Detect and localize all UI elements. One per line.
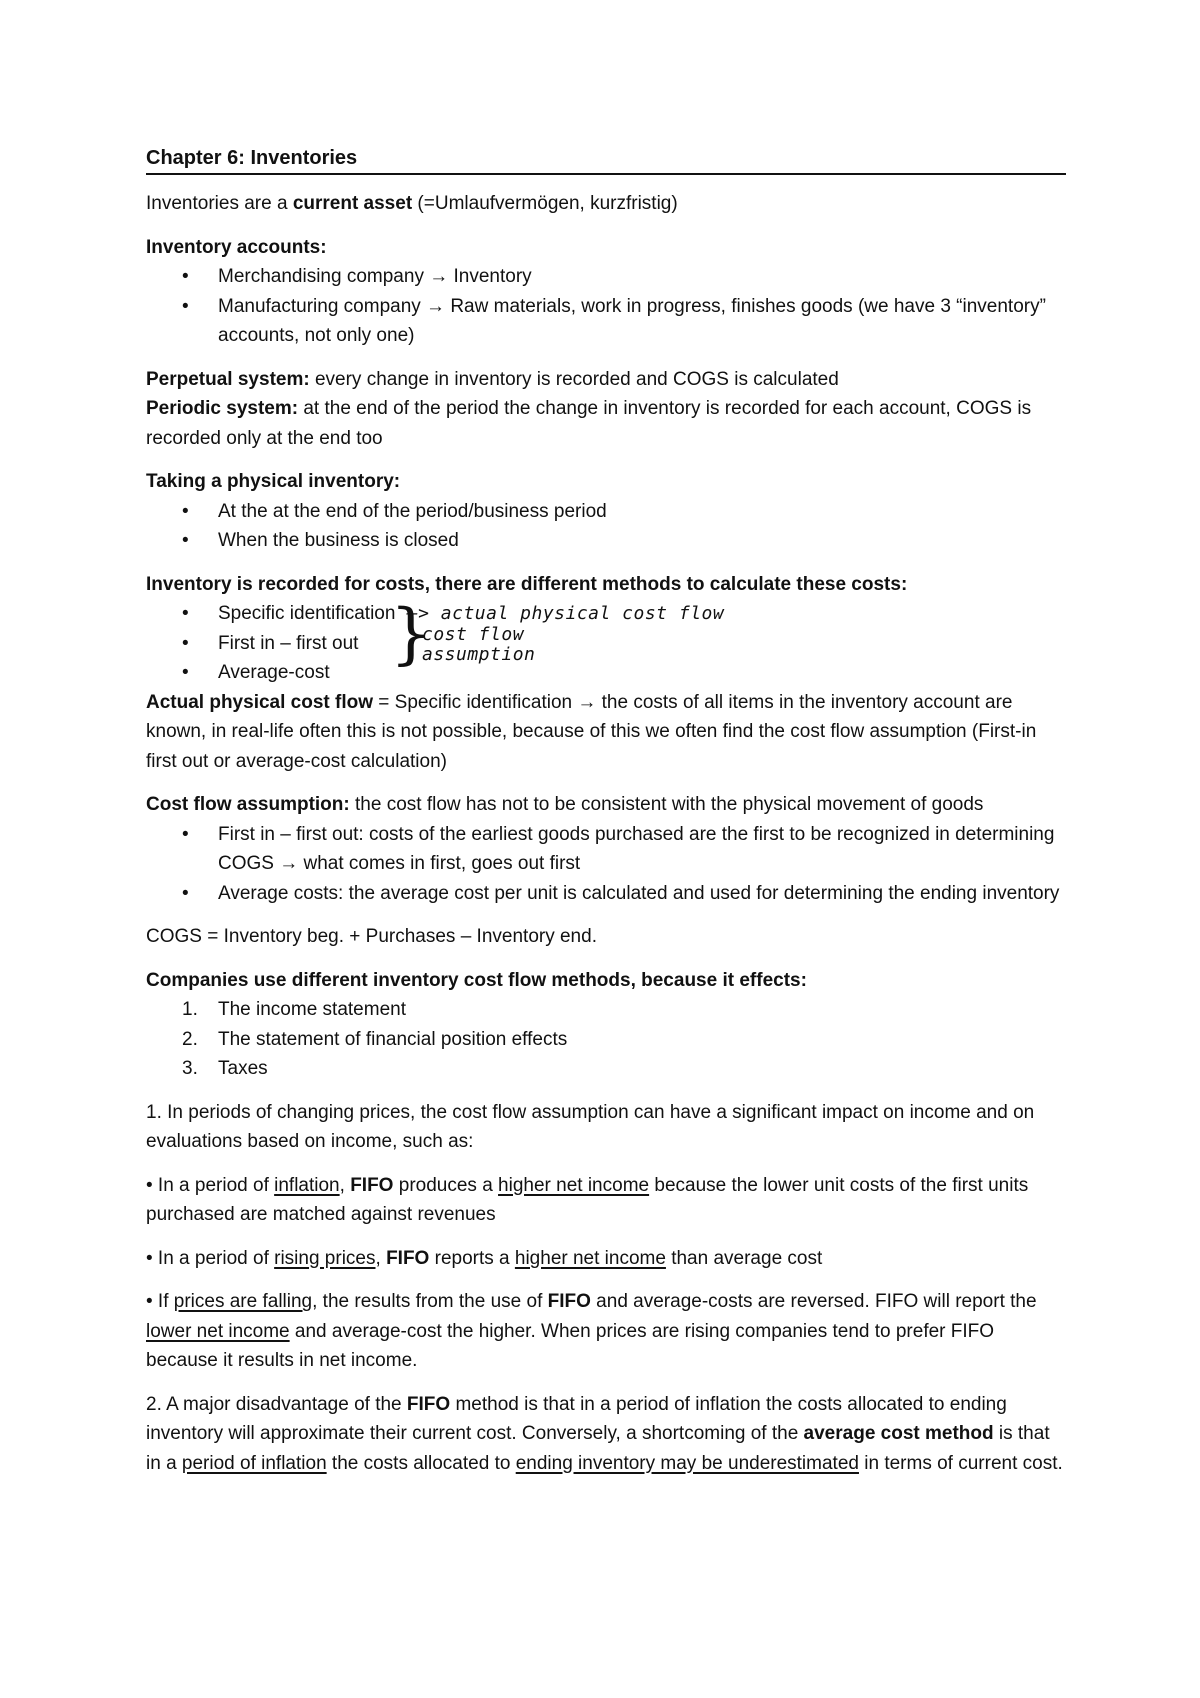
handwritten-note: —> actual physical cost flow — [395, 603, 725, 624]
bullet-icon: • — [182, 662, 189, 683]
list-item: • First in – first out — [146, 629, 1066, 659]
point-1-paragraph: 1. In periods of changing prices, the cost flow assumption can have a significant impact on income and on evaluations based on income, such as: — [146, 1101, 1035, 1152]
effects-list — [146, 995, 1066, 1084]
intro-paragraph: Inventories are a current asset (=Umlaufvermögen, kurzfristig) — [146, 193, 678, 214]
accounts-list — [146, 262, 1066, 351]
physical-list — [146, 497, 1066, 556]
methods-heading: Inventory is recorded for costs, there are different methods to calculate these costs: — [146, 573, 908, 595]
bullet-icon: • — [182, 500, 189, 522]
methods-block — [146, 595, 1066, 688]
bullet-icon: • — [182, 603, 189, 624]
list-item: • When the business is closed — [146, 526, 1066, 556]
list-item: • First in – first out: costs of the earliest goods purchased are the first to be recognized in determining COGS → what comes in first, goes out first — [146, 820, 1066, 879]
bullet-icon: • — [182, 295, 189, 317]
inflation-bullet: • In a period of inflation, FIFO produces a higher net income because the lower unit costs of the first units purchased are matched against revenues — [146, 1174, 1029, 1225]
handwritten-brace-note: } cost flow assumption — [390, 595, 536, 672]
bullet-icon: • — [182, 530, 189, 551]
bullet-icon: • — [182, 882, 189, 904]
cogs-formula: COGS = Inventory beg. + Purchases – Inventory end. — [146, 926, 597, 947]
list-item: 2. The statement of financial position effects — [182, 1028, 568, 1050]
cost-flow-paragraph: Cost flow assumption: the cost flow has not to be consistent with the physical movement of goods — [146, 794, 984, 815]
point-2-paragraph: 2. A major disadvantage of the FIFO method is that in a period of inflation the costs allocated to ending inventory will approximate their current cost. Conversely, a shortcoming of the average cost method is that in a period of inflation the costs allocated to ending inventory may be underestimated in terms of current cost. — [146, 1393, 1063, 1474]
bullet-icon: • — [182, 823, 189, 845]
list-item: • At the at the end of the period/business period — [146, 497, 1066, 527]
document-page — [146, 144, 1066, 1478]
curly-brace-icon: } — [390, 595, 432, 672]
effects-heading: Companies use different inventory cost flow methods, because it effects: — [146, 969, 807, 991]
list-item: 3. Taxes — [182, 1058, 268, 1079]
list-item: 1. The income statement — [182, 999, 406, 1020]
list-item: • Merchandising company → Inventory — [146, 262, 1066, 292]
chapter-title: Chapter 6: Inventories — [146, 147, 358, 169]
list-item: • Average costs: the average cost per unit is calculated and used for determining the ending inventory — [146, 879, 1066, 909]
cost-flow-list — [146, 820, 1066, 909]
list-item: • Manufacturing company → Raw materials, work in progress, finishes goods (we have 3 “inventory” accounts, not only one) — [146, 292, 1066, 351]
methods-list — [146, 595, 1066, 688]
physical-heading: Taking a physical inventory: — [146, 471, 401, 492]
falling-prices-bullet: • If prices are falling, the results from the use of FIFO and average-costs are reversed. FIFO will report the lower net income and average-cost the higher. When prices are rising companies tend to prefer FIFO because it results in net income. — [146, 1291, 1037, 1371]
bullet-icon: • — [182, 632, 189, 654]
list-item: • Average-cost — [146, 658, 1066, 688]
actual-flow-paragraph: Actual physical cost flow = Specific identification → the costs of all items in the inventory account are known, in real-life often this is not possible, because of this we often find the cost flow assumption (First-in first out or average-cost calculation) — [146, 691, 1037, 772]
accounts-heading: Inventory accounts: — [146, 236, 327, 258]
bullet-icon: • — [182, 266, 189, 287]
periodic-system: Periodic system: at the end of the period the change in inventory is recorded for each account, COGS is recorded only at the end too — [146, 398, 1032, 449]
list-item: • Specific identification —> actual physical cost flow — [146, 599, 1066, 629]
perpetual-system: Perpetual system: every change in inventory is recorded and COGS is calculated — [146, 368, 839, 390]
rising-prices-bullet: • In a period of rising prices, FIFO reports a higher net income than average cost — [146, 1247, 823, 1269]
